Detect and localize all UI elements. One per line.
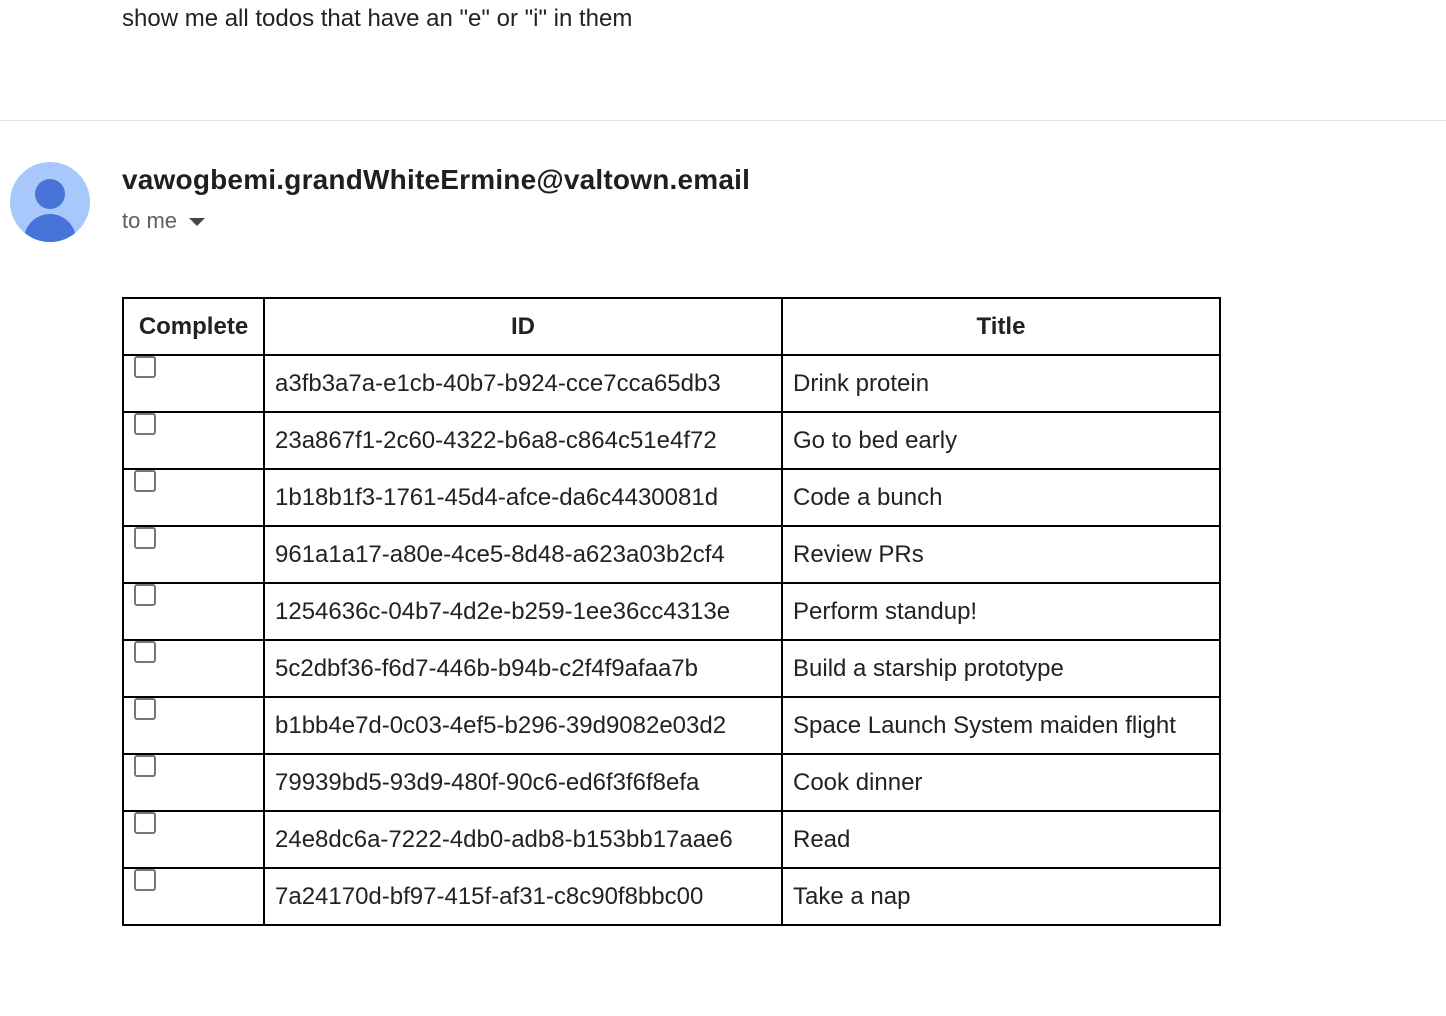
person-icon [35, 179, 65, 209]
complete-checkbox[interactable] [134, 470, 156, 492]
complete-cell [123, 811, 264, 868]
todo-id-cell: b1bb4e7d-0c03-4ef5-b296-39d9082e03d2 [264, 697, 782, 754]
complete-checkbox[interactable] [134, 812, 156, 834]
table-row [123, 526, 1220, 583]
complete-checkbox[interactable] [134, 413, 156, 435]
complete-cell [123, 868, 264, 925]
complete-cell [123, 526, 264, 583]
message-divider [0, 120, 1446, 121]
complete-checkbox[interactable] [134, 356, 156, 378]
table-row [123, 412, 1220, 469]
header-complete: Complete [123, 298, 264, 355]
complete-cell [123, 697, 264, 754]
recipient-label: to me [122, 208, 178, 233]
complete-cell [123, 640, 264, 697]
header-id: ID [264, 298, 782, 355]
complete-checkbox[interactable] [134, 527, 156, 549]
complete-cell [123, 355, 264, 412]
todo-id-cell: 7a24170d-bf97-415f-af31-c8c90f8bbc00 [264, 868, 782, 925]
todo-id-cell: 23a867f1-2c60-4322-b6a8-c864c51e4f72 [264, 412, 782, 469]
table-row [123, 697, 1220, 754]
todo-title-cell: Review PRs [782, 526, 1220, 583]
todo-id-cell: 5c2dbf36-f6d7-446b-b94b-c2f4f9afaa7b [264, 640, 782, 697]
todo-id-cell: 1b18b1f3-1761-45d4-afce-da6c4430081d [264, 469, 782, 526]
table-header-row [123, 298, 1220, 355]
table-row [123, 754, 1220, 811]
complete-cell [123, 583, 264, 640]
todo-title-cell: Go to bed early [782, 412, 1220, 469]
todos-table [122, 297, 1221, 926]
complete-cell [123, 754, 264, 811]
todo-title-cell: Drink protein [782, 355, 1220, 412]
complete-checkbox[interactable] [134, 869, 156, 891]
todo-id-cell: 1254636c-04b7-4d2e-b259-1ee36cc4313e [264, 583, 782, 640]
sender-email[interactable]: vawogbemi.grandWhiteErmine@valtown.email [122, 164, 751, 195]
todo-title-cell: Cook dinner [782, 754, 1220, 811]
todo-id-cell: 961a1a17-a80e-4ce5-8d48-a623a03b2cf4 [264, 526, 782, 583]
caret-down-icon [189, 218, 205, 226]
todo-id-cell: 24e8dc6a-7222-4db0-adb8-b153bb17aae6 [264, 811, 782, 868]
table-row [123, 583, 1220, 640]
header-title: Title [782, 298, 1220, 355]
complete-checkbox[interactable] [134, 641, 156, 663]
recipient-details-toggle[interactable] [122, 208, 205, 234]
todo-title-cell: Code a bunch [782, 469, 1220, 526]
person-icon-body [24, 214, 76, 242]
todo-id-cell: 79939bd5-93d9-480f-90c6-ed6f3f6f8efa [264, 754, 782, 811]
table-row [123, 469, 1220, 526]
table-row [123, 355, 1220, 412]
todos-table-body [123, 355, 1220, 925]
table-row [123, 868, 1220, 925]
todo-title-cell: Space Launch System maiden flight [782, 697, 1220, 754]
todo-title-cell: Read [782, 811, 1220, 868]
complete-cell [123, 469, 264, 526]
complete-checkbox[interactable] [134, 584, 156, 606]
previous-message-body: show me all todos that have an "e" or "i" in them [122, 5, 633, 32]
table-row [123, 640, 1220, 697]
todo-title-cell: Perform standup! [782, 583, 1220, 640]
todo-title-cell: Build a starship prototype [782, 640, 1220, 697]
complete-cell [123, 412, 264, 469]
sender-avatar[interactable] [10, 162, 90, 242]
complete-checkbox[interactable] [134, 698, 156, 720]
todo-id-cell: a3fb3a7a-e1cb-40b7-b924-cce7cca65db3 [264, 355, 782, 412]
complete-checkbox[interactable] [134, 755, 156, 777]
table-row [123, 811, 1220, 868]
todo-title-cell: Take a nap [782, 868, 1220, 925]
